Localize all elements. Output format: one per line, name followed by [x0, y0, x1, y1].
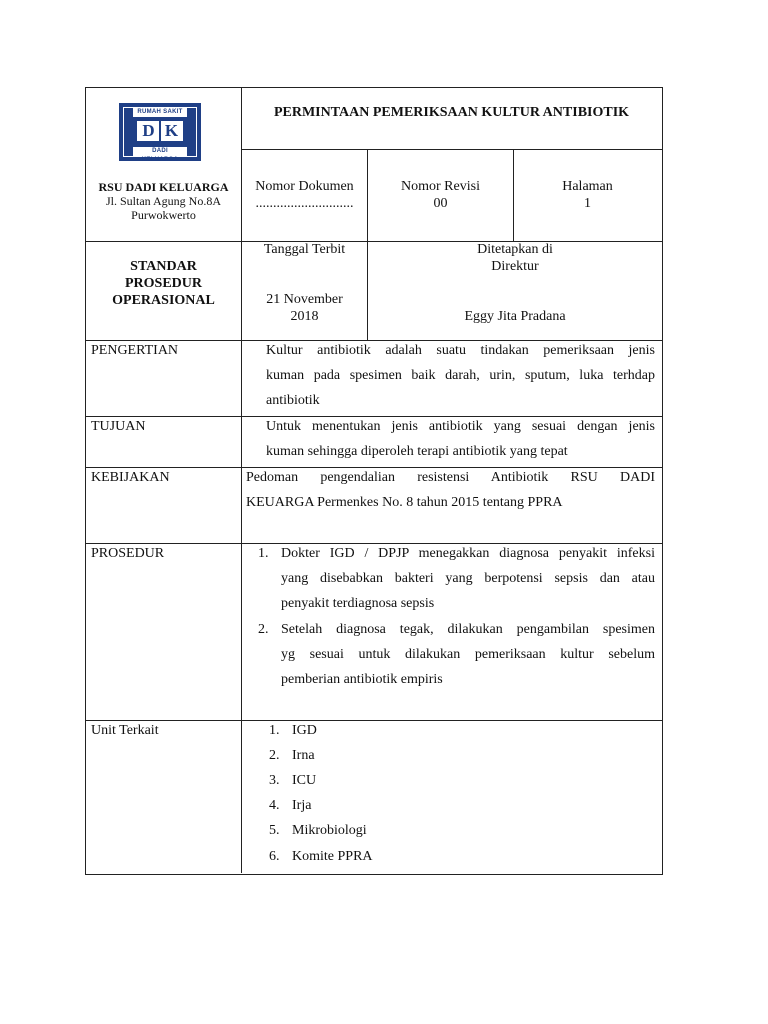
nomor-revisi-label: Nomor Revisi — [401, 179, 480, 194]
prosedur-step-line: yang disebabkan bakteri yang berpotensi sepsis dan atau — [281, 571, 655, 586]
prosedur-step-line: Setelah diagnosa tegak, dilakukan pengambilan spesimen — [281, 622, 655, 637]
tanggal-terbit-year: 2018 — [290, 309, 319, 324]
document-title: PERMINTAAN PEMERIKSAAN KULTUR ANTIBIOTIK — [273, 105, 630, 120]
pengertian-line: kuman pada spesimen baik darah, urin, sputum, luka terhdap — [266, 368, 655, 383]
sop-line-1: STANDAR — [130, 259, 197, 274]
divider — [85, 543, 662, 544]
prosedur-step-number: 2. — [258, 622, 269, 637]
divider — [85, 467, 662, 468]
director-name: Eggy Jita Pradana — [464, 309, 566, 324]
ditetapkan-label: Ditetapkan di — [477, 242, 553, 257]
direktur-label: Direktur — [491, 259, 539, 274]
tanggal-terbit-label: Tanggal Terbit — [263, 242, 346, 257]
hospital-address-line2: Purwokwerto — [131, 208, 196, 222]
kebijakan-label: KEBIJAKAN — [91, 470, 170, 485]
tujuan-label: TUJUAN — [91, 419, 146, 434]
unit-number: 4. — [269, 798, 280, 813]
prosedur-step-line: penyakit terdiagnosa sepsis — [281, 596, 435, 611]
prosedur-step-line: yg sesuai untuk dilakukan pemeriksaan kultur sebelum — [281, 647, 655, 662]
pengertian-line: Kultur antibiotik adalah suatu tindakan pemeriksaan jenis — [266, 343, 655, 358]
halaman-label: Halaman — [562, 179, 613, 194]
unit-number: 5. — [269, 823, 280, 838]
sop-line-2: PROSEDUR — [124, 276, 202, 291]
unit-number: 3. — [269, 773, 280, 788]
sop-line-3: OPERASIONAL — [112, 293, 215, 308]
divider — [85, 416, 662, 417]
unit-item: Mikrobiologi — [292, 823, 367, 838]
prosedur-step-line: Dokter IGD / DPJP menegakkan diagnosa penyakit infeksi — [281, 546, 655, 561]
divider — [241, 149, 662, 150]
unit-terkait-label: Unit Terkait — [91, 723, 159, 738]
unit-number: 6. — [269, 849, 280, 864]
nomor-dokumen-value: ............................ — [255, 196, 354, 211]
hospital-address-line1: Jl. Sultan Agung No.8A — [105, 194, 221, 208]
hospital-logo — [119, 103, 201, 161]
unit-number: 2. — [269, 748, 280, 763]
kebijakan-line: KEUARGA Permenkes No. 8 tahun 2015 tentang PPRA — [246, 495, 563, 510]
halaman-value: 1 — [584, 196, 591, 211]
tujuan-line: kuman sehingga diperoleh terapi antibiotik yang tepat — [266, 444, 568, 459]
divider — [85, 720, 662, 721]
prosedur-step-line: pemberian antibiotik empiris — [281, 672, 443, 687]
tujuan-line: Untuk menentukan jenis antibiotik yang sesuai dengan jenis — [266, 419, 655, 434]
unit-item: Irja — [292, 798, 312, 813]
pengertian-label: PENGERTIAN — [91, 343, 179, 358]
prosedur-step-number: 1. — [258, 546, 269, 561]
kebijakan-line: Pedoman pengendalian resistensi Antibiotik RSU DADI — [246, 470, 655, 485]
hospital-name: RSU DADI KELUARGA — [98, 180, 229, 194]
unit-item: Komite PPRA — [292, 849, 373, 864]
prosedur-label: PROSEDUR — [91, 546, 165, 561]
tanggal-terbit-date: 21 November — [266, 292, 343, 307]
logo-letter-d: D — [142, 121, 155, 140]
logo-letters — [137, 121, 183, 141]
logo-top-text: RUMAH SAKIT — [133, 108, 187, 117]
unit-item: Irna — [292, 748, 315, 763]
nomor-dokumen-label: Nomor Dokumen — [255, 179, 354, 194]
unit-number: 1. — [269, 723, 280, 738]
unit-item: ICU — [292, 773, 317, 788]
divider — [85, 340, 662, 341]
pengertian-line: antibiotik — [266, 393, 320, 408]
nomor-revisi-value: 00 — [433, 196, 448, 211]
logo-letter-k: K — [164, 121, 179, 140]
unit-item: IGD — [292, 723, 317, 738]
logo-bottom-text: DADI KELUARGA — [133, 147, 187, 156]
